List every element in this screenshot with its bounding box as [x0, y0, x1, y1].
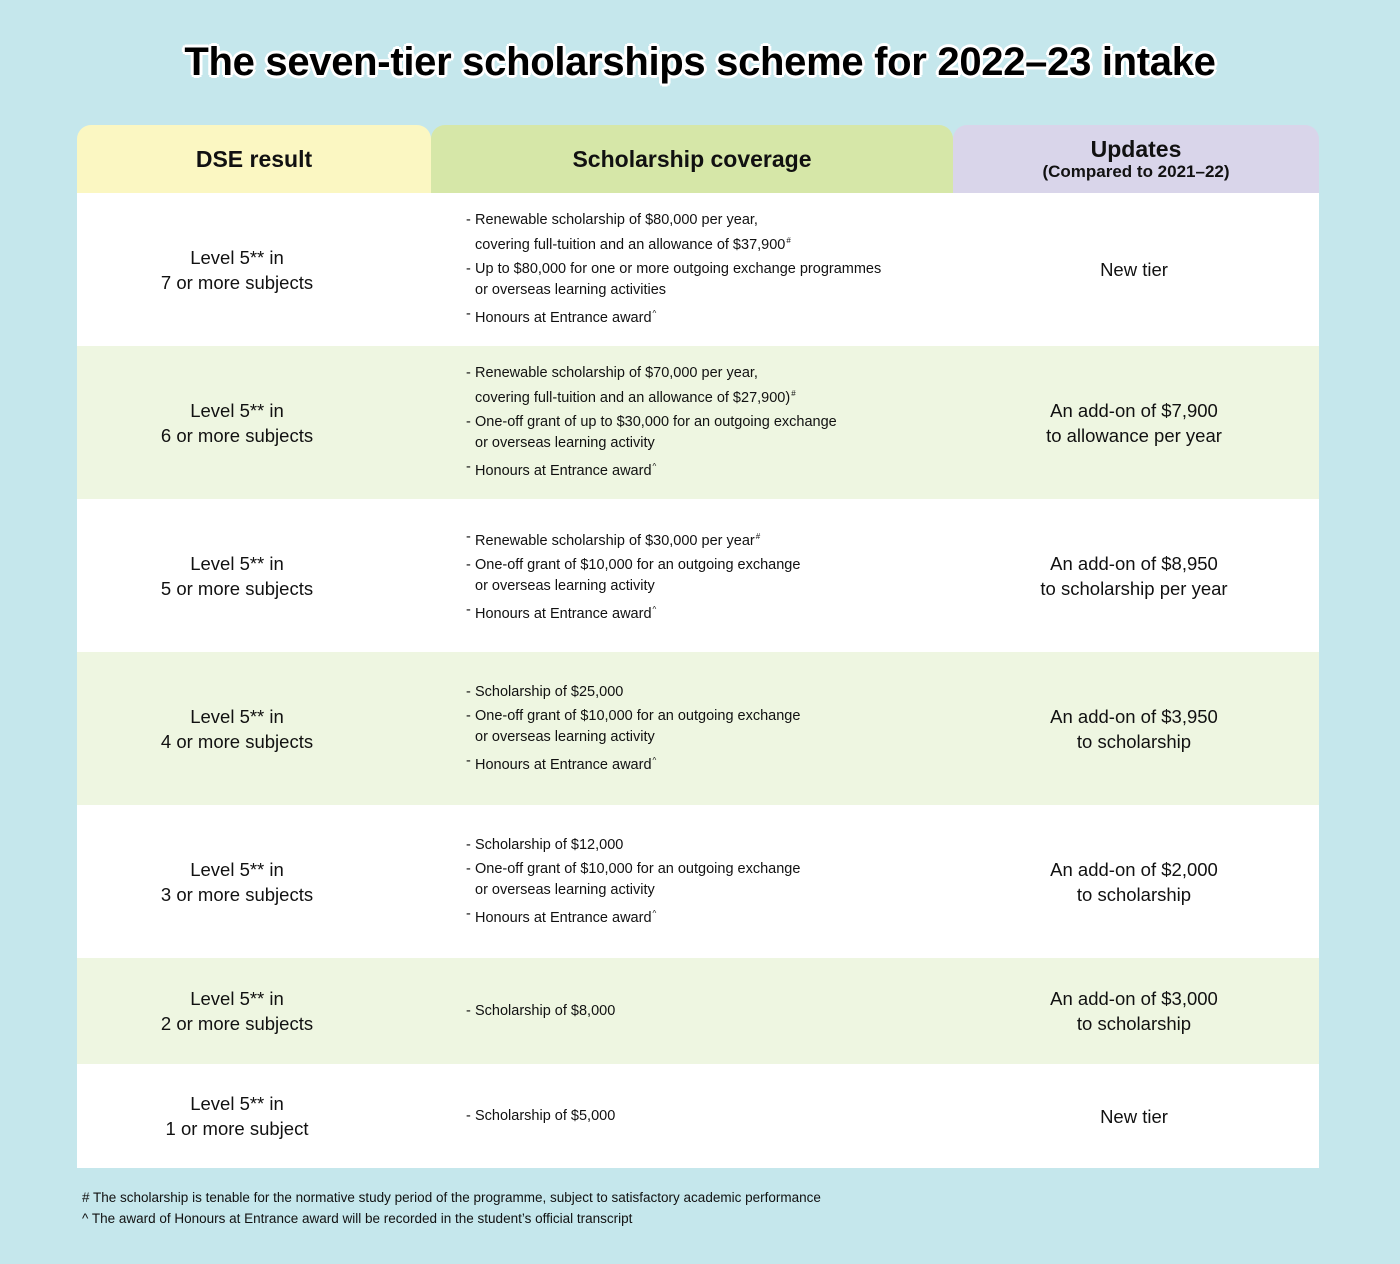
footnote-mark: ^ — [652, 462, 657, 472]
updates-line: An add-on of $3,950 — [1050, 705, 1218, 727]
dse-result-cell — [77, 958, 431, 1064]
table-row — [77, 652, 1319, 805]
coverage-text: One-off grant of up to $30,000 for an outgoing exchange — [475, 414, 837, 431]
coverage-text: Renewable scholarship of $70,000 per year, — [475, 365, 758, 382]
footnote-mark: # — [791, 388, 796, 398]
header-updates — [953, 125, 1319, 193]
updates-line: to scholarship per year — [1040, 577, 1228, 599]
header-updates-label: Updates — [1090, 136, 1182, 162]
coverage-text: Renewable scholarship of $30,000 per year — [475, 532, 755, 549]
coverage-text: Honours at Entrance award — [475, 757, 652, 773]
updates-cell — [953, 958, 1319, 1064]
updates-cell — [953, 193, 1319, 346]
coverage-cell — [431, 652, 953, 805]
coverage-item — [466, 835, 953, 856]
coverage-line — [475, 1106, 953, 1127]
dse-result-line: 4 or more subjects — [160, 730, 314, 752]
coverage-text: Honours at Entrance award — [475, 310, 652, 327]
dse-result-line: Level 5** in — [190, 552, 284, 574]
dse-result-cell — [77, 193, 431, 346]
updates-line: to allowance per year — [1046, 424, 1222, 446]
dse-result-line: Level 5** in — [190, 246, 284, 268]
coverage-item — [466, 706, 953, 747]
updates-cell — [953, 346, 1319, 499]
dse-result-cell — [77, 346, 431, 499]
coverage-text: Up to $80,000 for one or more outgoing exchange programmes — [475, 261, 882, 278]
dse-result-cell — [77, 1064, 431, 1168]
footnote-hash: # The scholarship is tenable for the normative study period of the programme, subject to satisfactory academic performance — [82, 1190, 821, 1205]
coverage-item — [466, 1106, 953, 1127]
footnote-mark: # — [786, 235, 791, 245]
coverage-text: Honours at Entrance award — [475, 910, 652, 926]
coverage-text: One-off grant of $10,000 for an outgoing exchange — [475, 861, 801, 877]
footnotes — [82, 1187, 821, 1229]
coverage-line — [475, 259, 953, 280]
coverage-text: Scholarship of $5,000 — [475, 1107, 616, 1124]
table-row — [77, 193, 1319, 346]
dse-result-line: Level 5** in — [190, 988, 284, 1009]
coverage-text: Honours at Entrance award — [475, 463, 652, 480]
coverage-text: or overseas learning activity — [475, 728, 655, 745]
updates-line: An add-on of $2,000 — [1050, 858, 1218, 880]
coverage-text: covering full-tuition and an allowance of $37,900 — [475, 236, 786, 253]
coverage-cell — [431, 958, 953, 1064]
footnote-caret: ^ The award of Honours at Entrance award will be recorded in the student’s official transcript — [82, 1211, 633, 1226]
coverage-text: Scholarship of $12,000 — [475, 836, 624, 853]
updates-line: An add-on of $3,000 — [1050, 988, 1218, 1009]
footnote-mark: ^ — [652, 309, 657, 319]
table-row — [77, 958, 1319, 1064]
coverage-cell — [431, 193, 953, 346]
updates-cell — [953, 805, 1319, 958]
header-dse-label: DSE result — [195, 145, 313, 172]
coverage-line — [475, 859, 953, 880]
coverage-item — [466, 527, 953, 552]
coverage-text: Scholarship of $8,000 — [475, 1002, 616, 1019]
coverage-item — [466, 1001, 953, 1022]
table-body — [77, 193, 1319, 1168]
coverage-text: Scholarship of $25,000 — [475, 683, 624, 700]
coverage-item — [466, 210, 953, 255]
table-header — [77, 125, 1319, 193]
updates-line: An add-on of $8,950 — [1050, 552, 1218, 574]
updates-line: New tier — [1100, 1105, 1168, 1127]
dse-result-cell — [77, 805, 431, 958]
coverage-cell — [431, 1064, 953, 1168]
footnote-mark: ^ — [652, 909, 657, 918]
coverage-line — [475, 576, 953, 597]
coverage-item — [466, 600, 953, 625]
dse-result-line: Level 5** in — [190, 705, 284, 727]
dse-result-line: 2 or more subjects — [160, 1013, 314, 1034]
updates-line: to scholarship — [1076, 730, 1192, 752]
header-dse-result — [77, 125, 431, 193]
updates-cell — [953, 652, 1319, 805]
coverage-line — [475, 727, 953, 748]
coverage-line — [475, 280, 953, 301]
coverage-cell — [431, 805, 953, 958]
updates-line: An add-on of $7,900 — [1050, 399, 1218, 421]
coverage-item — [466, 859, 953, 900]
header-coverage-label: Scholarship coverage — [572, 145, 812, 172]
coverage-text: Renewable scholarship of $80,000 per year, — [475, 212, 758, 229]
table-row — [77, 1064, 1319, 1168]
coverage-line — [475, 880, 953, 901]
dse-result-line: Level 5** in — [190, 858, 284, 880]
coverage-item — [466, 363, 953, 408]
coverage-cell — [431, 499, 953, 652]
coverage-item — [466, 457, 953, 482]
coverage-text: One-off grant of $10,000 for an outgoing exchange — [475, 708, 801, 724]
coverage-line — [475, 457, 953, 482]
updates-line: to scholarship — [1076, 1013, 1192, 1034]
coverage-item — [466, 751, 953, 776]
page-title: The seven-tier scholarships scheme for 2022–23 intake — [184, 40, 1216, 84]
dse-result-cell — [77, 499, 431, 652]
coverage-text: or overseas learning activities — [475, 281, 667, 298]
coverage-item — [466, 904, 953, 929]
footnote-mark: ^ — [652, 756, 657, 765]
table-row — [77, 346, 1319, 499]
coverage-text: or overseas learning activity — [475, 577, 655, 594]
table-row — [77, 499, 1319, 652]
coverage-item — [466, 412, 953, 453]
dse-result-line: Level 5** in — [190, 1093, 284, 1114]
coverage-line — [475, 231, 953, 256]
coverage-line — [475, 412, 953, 433]
coverage-item — [466, 555, 953, 596]
coverage-item — [466, 304, 953, 329]
coverage-line — [475, 363, 953, 384]
dse-result-line: 1 or more subject — [165, 1118, 309, 1139]
dse-result-line: Level 5** in — [190, 399, 284, 421]
coverage-item — [466, 682, 953, 703]
coverage-line — [475, 304, 953, 329]
coverage-line — [475, 384, 953, 409]
coverage-text: or overseas learning activity — [475, 434, 655, 451]
coverage-line — [475, 682, 953, 703]
coverage-line — [475, 706, 953, 727]
dse-result-line: 3 or more subjects — [160, 883, 314, 905]
coverage-line — [475, 751, 953, 776]
updates-line: to scholarship — [1076, 883, 1192, 905]
coverage-line — [475, 433, 953, 454]
dse-result-line: 6 or more subjects — [160, 424, 314, 446]
header-updates-sublabel: (Compared to 2021–22) — [1042, 162, 1230, 182]
dse-result-cell — [77, 652, 431, 805]
coverage-cell — [431, 346, 953, 499]
dse-result-line: 7 or more subjects — [160, 271, 314, 293]
footnote-mark: # — [755, 531, 761, 541]
header-scholarship-coverage — [431, 125, 953, 193]
coverage-text: covering full-tuition and an allowance of $27,900) — [475, 389, 791, 406]
coverage-line — [475, 555, 953, 576]
table-row — [77, 805, 1319, 958]
coverage-line — [475, 210, 953, 231]
updates-cell — [953, 1064, 1319, 1168]
footnote-mark: ^ — [652, 605, 657, 614]
coverage-line — [475, 904, 953, 929]
coverage-text: or overseas learning activity — [475, 881, 655, 898]
coverage-line — [475, 1001, 953, 1022]
updates-cell — [953, 499, 1319, 652]
coverage-line — [475, 600, 953, 625]
scholarship-table — [77, 125, 1319, 1168]
coverage-item — [466, 259, 953, 300]
coverage-text: Honours at Entrance award — [475, 606, 652, 622]
updates-line: New tier — [1100, 259, 1168, 280]
coverage-text: One-off grant of $10,000 for an outgoing exchange — [475, 557, 801, 573]
coverage-line — [475, 835, 953, 856]
coverage-line — [475, 527, 953, 552]
dse-result-line: 5 or more subjects — [160, 577, 314, 599]
